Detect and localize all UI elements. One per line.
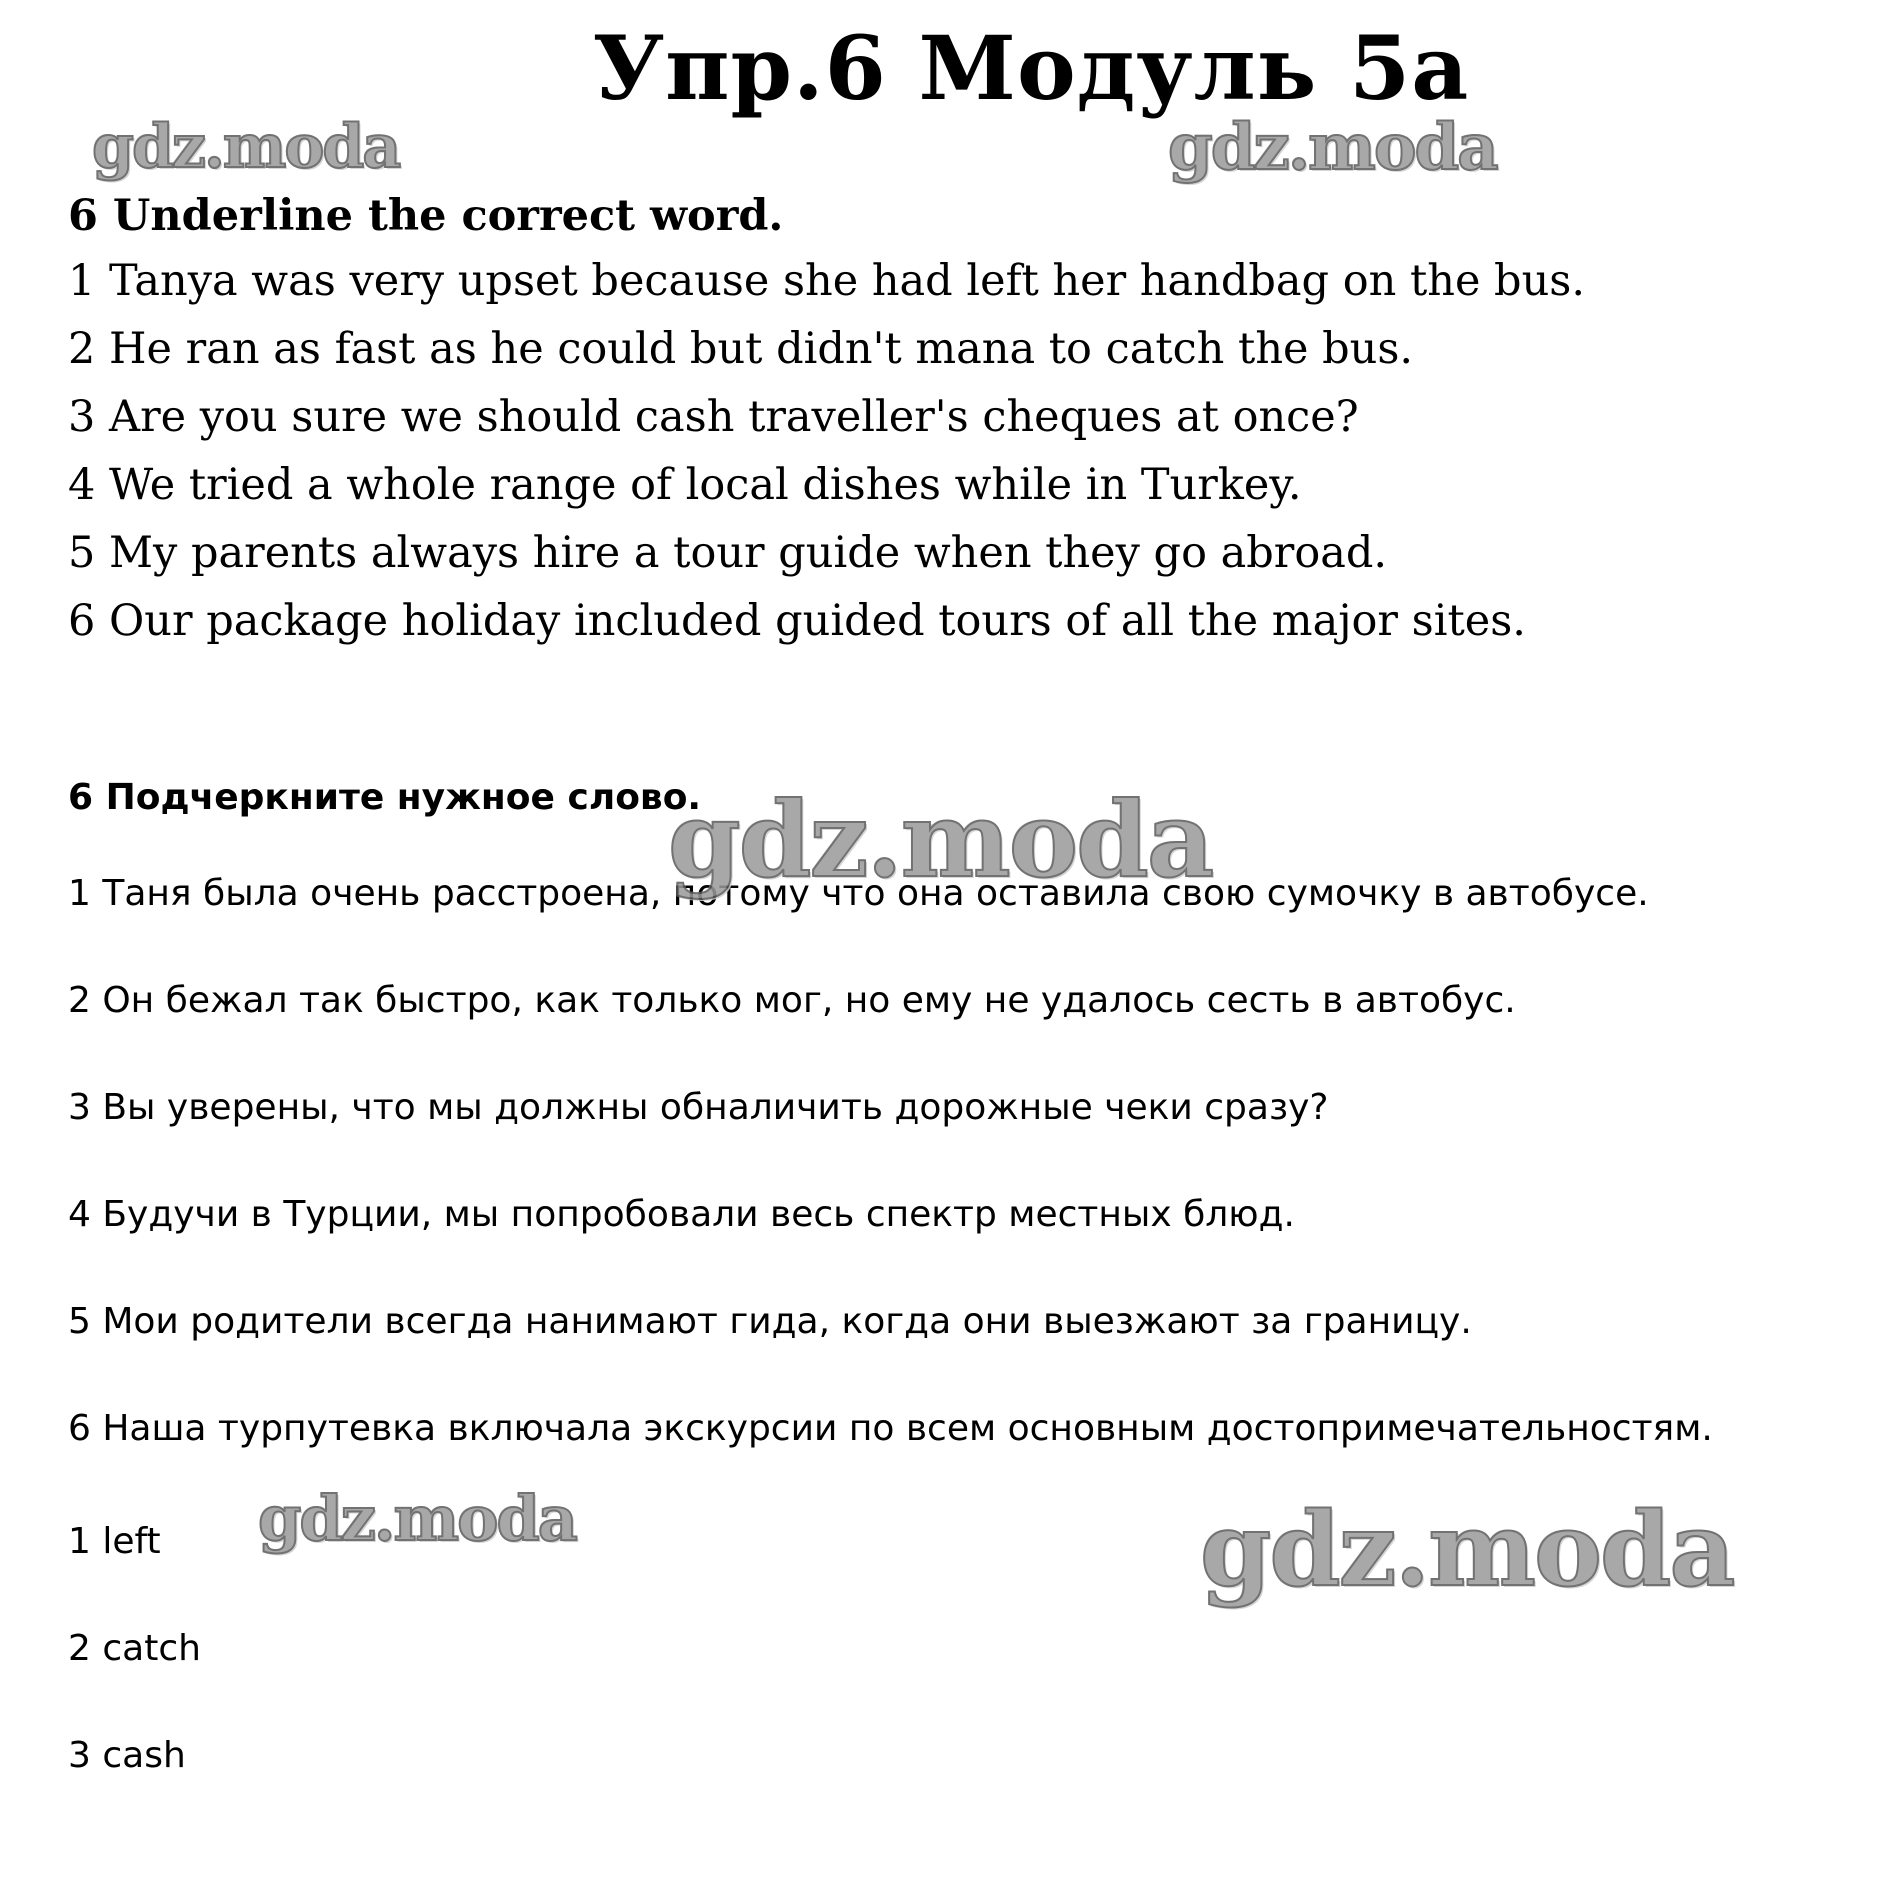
- english-sentence: 5 My parents always hire a tour guide when they go abroad.: [68, 528, 1388, 578]
- watermark: gdz.moda: [668, 778, 1213, 901]
- english-sentence: 3 Are you sure we should cash traveller's cheques at once?: [68, 392, 1359, 442]
- english-sentence: 2 He ran as fast as he could but didn't mana to catch the bus.: [68, 324, 1414, 374]
- watermark: gdz.moda: [258, 1482, 576, 1555]
- watermark: gdz.moda: [1168, 110, 1497, 185]
- russian-sentence: 1 Таня была очень расстроена, потому что она оставила свою сумочку в автобусе.: [68, 873, 1649, 914]
- russian-sentence: 6 Наша турпутевка включала экскурсии по всем основным достопримечательностям.: [68, 1408, 1713, 1449]
- english-sentence: 4 We tried a whole range of local dishes while in Turkey.: [68, 460, 1302, 510]
- english-exercise: [68, 185, 1585, 655]
- russian-sentence: 4 Будучи в Турции, мы попробовали весь спектр местных блюд.: [68, 1194, 1295, 1235]
- english-sentence: 6 Our package holiday included guided tours of all the major sites.: [68, 596, 1526, 646]
- answer-item: 2 catch: [68, 1628, 201, 1669]
- russian-sentence: 3 Вы уверены, что мы должны обналичить дорожные чеки сразу?: [68, 1087, 1329, 1128]
- answers-list: [68, 1518, 201, 1839]
- russian-sentence: 5 Мои родители всегда нанимают гида, когда они выезжают за границу.: [68, 1301, 1472, 1342]
- answer-item: 3 cash: [68, 1735, 186, 1776]
- watermark: gdz.moda: [92, 112, 400, 182]
- answer-item: 1 left: [68, 1521, 161, 1562]
- russian-heading: 6 Подчеркните нужное слово.: [68, 777, 702, 818]
- russian-sentence: 2 Он бежал так быстро, как только мог, но ему не удалось сесть в автобус.: [68, 980, 1516, 1021]
- english-sentence: 1 Tanya was very upset because she had left her handbag on the bus.: [68, 256, 1586, 306]
- watermark: gdz.moda: [1200, 1490, 1734, 1610]
- english-heading: 6 Underline the correct word.: [68, 191, 784, 241]
- page-title: Упр.6 Модуль 5а: [592, 16, 1470, 120]
